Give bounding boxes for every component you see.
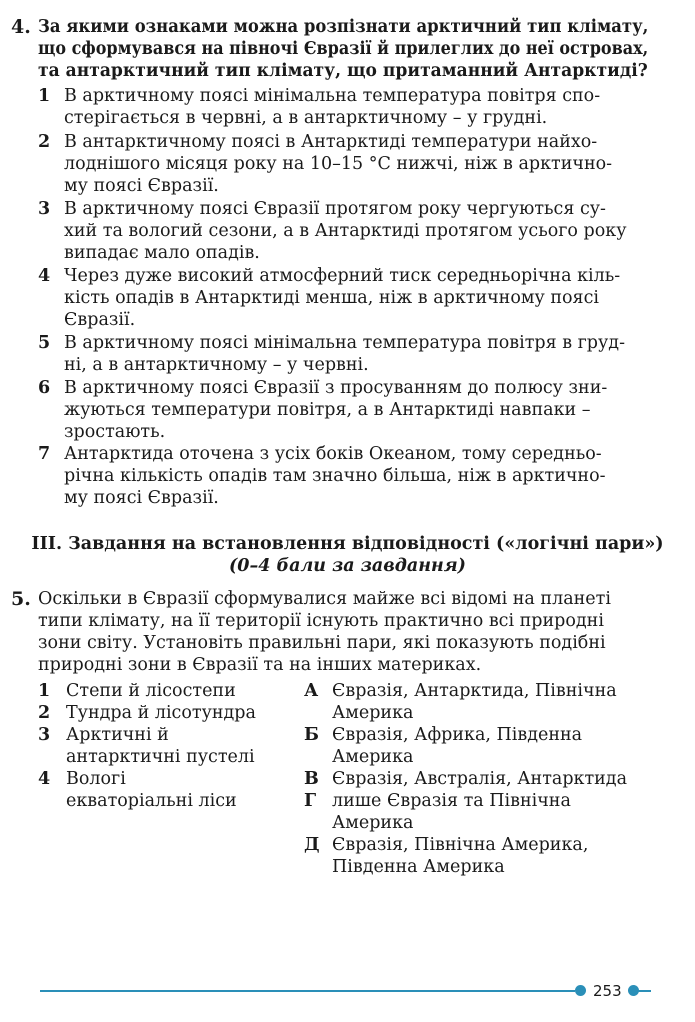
q4-option-6-line: В арктичному поясі Євразії з просуванням до полюсу зни- <box>64 378 608 398</box>
q5-left-3-text: Арктичні й <box>66 725 169 745</box>
q4-option-3-number: 3 <box>38 199 51 219</box>
q4-option-1-line: В арктичному поясі мінімальна температура повітря спо- <box>64 86 601 106</box>
q5-right-b-text: Америка <box>332 747 414 767</box>
q4-option-1-line: стерігається в червні, а в антарктичному – у грудні. <box>64 108 548 128</box>
q4-option-7-line: му поясі Євразії. <box>64 488 219 508</box>
q4-option-2-number: 2 <box>38 132 51 152</box>
q4-option-3-line: В арктичному поясі Євразії протягом року чергуються су- <box>64 199 606 219</box>
q4-option-5-line: ні, а в антарктичному – у червні. <box>64 355 369 375</box>
q5-right-h-letter: Г <box>304 791 317 811</box>
q5-right-v-text: Євразія, Австралія, Антарктида <box>332 769 628 789</box>
q5-left-4-number: 4 <box>38 769 51 789</box>
q4-option-7-line: Антарктида оточена з усіх боків Океаном, тому середньо- <box>64 444 602 464</box>
footer-rule <box>40 990 575 992</box>
q5-right-h-text: Америка <box>332 813 414 833</box>
question-5-text-line: Оскільки в Євразії сформувалися майже всі відомі на планеті <box>38 589 611 609</box>
q4-option-1-number: 1 <box>38 86 51 106</box>
q5-right-d-text: Південна Америка <box>332 857 505 877</box>
q5-left-2-number: 2 <box>38 703 51 723</box>
q5-left-1-number: 1 <box>38 681 51 701</box>
q4-option-7-number: 7 <box>38 444 51 464</box>
q4-option-2-line: В антарктичному поясі в Антарктиді температури найхо- <box>64 132 598 152</box>
q4-option-6-line: зростають. <box>64 422 166 442</box>
question-4-text-line: За якими ознаками можна розпізнати арктичний тип клімату, <box>38 17 649 37</box>
q4-option-6-line: жуються температури повітря, а в Антарктиді навпаки – <box>64 400 591 420</box>
q4-option-4-line: Через дуже високий атмосферний тиск середньорічна кіль- <box>64 266 621 286</box>
section-3-title: ІІІ. Завдання на встановлення відповідності («логічні пари») <box>31 534 664 554</box>
q4-option-3-line: хий та вологий сезони, а в Антарктиді протягом усього року <box>64 221 627 241</box>
page-number: 253 <box>593 982 622 1000</box>
q4-option-4-line: Євразії. <box>64 310 136 330</box>
q5-right-h-text: лише Євразія та Північна <box>332 791 571 811</box>
q5-right-d-letter: Д <box>304 835 320 855</box>
q5-left-3-text: антарктичні пустелі <box>66 747 255 767</box>
footer-dot-left <box>575 985 586 996</box>
question-4-number: 4. <box>11 16 31 38</box>
q5-left-4-text: Вологі <box>66 769 126 789</box>
question-5-text-line: природні зони в Євразії та на інших материках. <box>38 655 482 675</box>
q5-right-v-letter: В <box>304 769 319 789</box>
q5-right-b-text: Євразія, Африка, Південна <box>332 725 583 745</box>
footer-rule-right <box>633 990 651 992</box>
question-4-text-line: що сформувався на півночі Євразії й прилеглих до неї островах, <box>38 39 649 59</box>
q4-option-4-line: кість опадів в Антарктиді менша, ніж в арктичному поясі <box>64 288 599 308</box>
q4-option-5-number: 5 <box>38 333 51 353</box>
q4-option-7-line: річна кількість опадів там значно більша, ніж в арктично- <box>64 466 606 486</box>
question-5-text-line: типи клімату, на її території існують практично всі природні <box>38 611 604 631</box>
section-3-subtitle: (0–4 бали за завдання) <box>229 556 466 576</box>
q4-option-6-number: 6 <box>38 378 51 398</box>
q4-option-3-line: випадає мало опадів. <box>64 243 260 263</box>
q5-left-1-text: Степи й лісостепи <box>66 681 236 701</box>
q4-option-4-number: 4 <box>38 266 51 286</box>
question-5-text-line: зони світу. Установіть правильні пари, які показують подібні <box>38 633 606 653</box>
q5-left-2-text: Тундра й лісотундра <box>66 703 256 723</box>
q5-left-3-number: 3 <box>38 725 51 745</box>
q4-option-2-line: лоднішого місяця року на 10–15 °С нижчі, ніж в арктично- <box>64 154 613 174</box>
q5-right-a-text: Америка <box>332 703 414 723</box>
question-5-number: 5. <box>11 588 31 610</box>
q4-option-2-line: му поясі Євразії. <box>64 176 219 196</box>
q5-right-a-text: Євразія, Антарктида, Північна <box>332 681 617 701</box>
q5-right-d-text: Євразія, Північна Америка, <box>332 835 589 855</box>
q5-left-4-text: екваторіальні ліси <box>66 791 237 811</box>
q5-right-a-letter: А <box>304 681 319 701</box>
question-4-text-line: та антарктичний тип клімату, що притаманний Антарктиді? <box>38 61 648 81</box>
q5-right-b-letter: Б <box>304 725 319 745</box>
q4-option-5-line: В арктичному поясі мінімальна температура повітря в груд- <box>64 333 625 353</box>
